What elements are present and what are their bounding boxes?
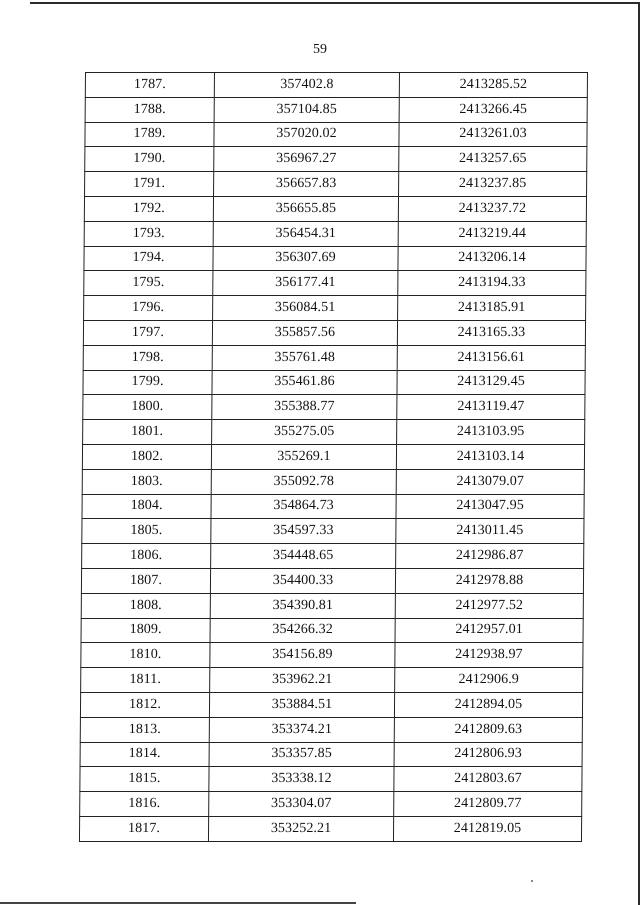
point-number-cell: 1805. — [82, 519, 211, 544]
point-number-cell: 1791. — [85, 172, 214, 197]
x-coordinate-cell: 356454.31 — [213, 221, 398, 246]
point-number-cell: 1816. — [80, 792, 209, 817]
table-row — [83, 420, 585, 445]
table-row — [81, 618, 583, 643]
scan-speck — [531, 880, 533, 882]
table-row — [81, 643, 583, 668]
x-coordinate-cell: 353252.21 — [208, 816, 393, 841]
x-coordinate-cell: 353357.85 — [209, 742, 394, 767]
point-number-cell: 1790. — [85, 147, 214, 172]
y-coordinate-cell: 2413237.72 — [398, 196, 586, 221]
x-coordinate-cell: 356967.27 — [214, 147, 399, 172]
point-number-cell: 1803. — [82, 469, 211, 494]
table-row — [85, 122, 587, 147]
point-number-cell: 1813. — [80, 717, 209, 742]
table-row — [79, 816, 581, 841]
coordinates-table-body — [79, 73, 587, 842]
point-number-cell: 1800. — [83, 395, 212, 420]
table-row — [83, 395, 585, 420]
point-number-cell: 1792. — [84, 196, 213, 221]
x-coordinate-cell: 357402.8 — [214, 73, 399, 98]
x-coordinate-cell: 357020.02 — [214, 122, 399, 147]
x-coordinate-cell: 354448.65 — [211, 544, 396, 569]
point-number-cell: 1788. — [85, 97, 214, 122]
y-coordinate-cell: 2412957.01 — [395, 618, 583, 643]
x-coordinate-cell: 353884.51 — [209, 692, 394, 717]
y-coordinate-cell: 2413219.44 — [398, 221, 586, 246]
table-row — [84, 271, 586, 296]
table-row — [84, 296, 586, 321]
point-number-cell: 1795. — [84, 271, 213, 296]
point-number-cell: 1809. — [81, 618, 210, 643]
point-number-cell: 1808. — [81, 593, 210, 618]
x-coordinate-cell: 354266.32 — [210, 618, 395, 643]
table-row — [80, 717, 582, 742]
point-number-cell: 1812. — [80, 692, 209, 717]
x-coordinate-cell: 353962.21 — [210, 668, 395, 693]
x-coordinate-cell: 354400.33 — [210, 568, 395, 593]
y-coordinate-cell: 2412977.52 — [395, 593, 583, 618]
point-number-cell: 1787. — [85, 73, 214, 98]
table-row — [82, 469, 584, 494]
y-coordinate-cell: 2413266.45 — [399, 97, 587, 122]
x-coordinate-cell: 353304.07 — [209, 792, 394, 817]
x-coordinate-cell: 355388.77 — [212, 395, 397, 420]
x-coordinate-cell: 353338.12 — [209, 767, 394, 792]
y-coordinate-cell: 2412894.05 — [394, 692, 582, 717]
scan-top-edge — [30, 2, 638, 4]
footer-rule — [0, 902, 356, 904]
table-row — [80, 692, 582, 717]
y-coordinate-cell: 2413129.45 — [397, 370, 585, 395]
point-number-cell: 1794. — [84, 246, 213, 271]
y-coordinate-cell: 2413206.14 — [398, 246, 586, 271]
y-coordinate-cell: 2412809.77 — [394, 792, 582, 817]
coordinates-table-container — [85, 72, 587, 842]
x-coordinate-cell: 355269.1 — [211, 444, 396, 469]
y-coordinate-cell: 2412803.67 — [394, 767, 582, 792]
table-row — [85, 97, 587, 122]
table-row — [81, 568, 583, 593]
table-row — [84, 246, 586, 271]
y-coordinate-cell: 2412986.87 — [396, 544, 584, 569]
x-coordinate-cell: 353374.21 — [209, 717, 394, 742]
x-coordinate-cell: 355461.86 — [212, 370, 397, 395]
y-coordinate-cell: 2413103.14 — [396, 444, 584, 469]
x-coordinate-cell: 356177.41 — [213, 271, 398, 296]
table-row — [85, 147, 587, 172]
y-coordinate-cell: 2413119.47 — [397, 395, 585, 420]
point-number-cell: 1799. — [83, 370, 212, 395]
y-coordinate-cell: 2412906.9 — [395, 668, 583, 693]
point-number-cell: 1815. — [80, 767, 209, 792]
x-coordinate-cell: 354156.89 — [210, 643, 395, 668]
y-coordinate-cell: 2412938.97 — [395, 643, 583, 668]
y-coordinate-cell: 2413079.07 — [396, 469, 584, 494]
x-coordinate-cell: 354864.73 — [211, 494, 396, 519]
point-number-cell: 1789. — [85, 122, 214, 147]
table-row — [84, 196, 586, 221]
point-number-cell: 1804. — [82, 494, 211, 519]
table-row — [85, 172, 587, 197]
point-number-cell: 1802. — [82, 444, 211, 469]
point-number-cell: 1814. — [80, 742, 209, 767]
y-coordinate-cell: 2413257.65 — [399, 147, 587, 172]
x-coordinate-cell: 354390.81 — [210, 593, 395, 618]
point-number-cell: 1811. — [81, 668, 210, 693]
y-coordinate-cell: 2412819.05 — [393, 816, 581, 841]
point-number-cell: 1810. — [81, 643, 210, 668]
point-number-cell: 1806. — [82, 544, 211, 569]
y-coordinate-cell: 2413194.33 — [398, 271, 586, 296]
page-number: 59 — [313, 42, 327, 57]
x-coordinate-cell: 355857.56 — [212, 320, 397, 345]
y-coordinate-cell: 2413237.85 — [399, 172, 587, 197]
point-number-cell: 1798. — [83, 345, 212, 370]
y-coordinate-cell: 2413011.45 — [396, 519, 584, 544]
y-coordinate-cell: 2413185.91 — [398, 296, 586, 321]
y-coordinate-cell: 2413285.52 — [399, 73, 587, 98]
x-coordinate-cell: 357104.85 — [214, 97, 399, 122]
table-row — [83, 320, 585, 345]
table-row — [84, 221, 586, 246]
x-coordinate-cell: 356655.85 — [213, 196, 398, 221]
x-coordinate-cell: 355275.05 — [212, 420, 397, 445]
y-coordinate-cell: 2413156.61 — [397, 345, 585, 370]
y-coordinate-cell: 2412978.88 — [395, 568, 583, 593]
table-row — [82, 494, 584, 519]
point-number-cell: 1793. — [84, 221, 213, 246]
x-coordinate-cell: 355092.78 — [211, 469, 396, 494]
table-row — [80, 767, 582, 792]
y-coordinate-cell: 2413165.33 — [397, 320, 585, 345]
x-coordinate-cell: 356307.69 — [213, 246, 398, 271]
table-row — [85, 73, 587, 98]
table-row — [83, 370, 585, 395]
point-number-cell: 1797. — [83, 320, 212, 345]
table-row — [82, 544, 584, 569]
table-row — [83, 345, 585, 370]
point-number-cell: 1796. — [84, 296, 213, 321]
table-row — [80, 742, 582, 767]
y-coordinate-cell: 2413047.95 — [396, 494, 584, 519]
x-coordinate-cell: 355761.48 — [212, 345, 397, 370]
table-row — [82, 444, 584, 469]
table-row — [81, 593, 583, 618]
point-number-cell: 1801. — [83, 420, 212, 445]
x-coordinate-cell: 356657.83 — [214, 172, 399, 197]
coordinates-table — [79, 72, 588, 842]
table-row — [82, 519, 584, 544]
y-coordinate-cell: 2412809.63 — [394, 717, 582, 742]
x-coordinate-cell: 354597.33 — [211, 519, 396, 544]
y-coordinate-cell: 2413103.95 — [397, 420, 585, 445]
table-row — [80, 792, 582, 817]
x-coordinate-cell: 356084.51 — [213, 296, 398, 321]
table-row — [81, 668, 583, 693]
point-number-cell: 1807. — [81, 568, 210, 593]
point-number-cell: 1817. — [79, 816, 208, 841]
y-coordinate-cell: 2413261.03 — [399, 122, 587, 147]
y-coordinate-cell: 2412806.93 — [394, 742, 582, 767]
